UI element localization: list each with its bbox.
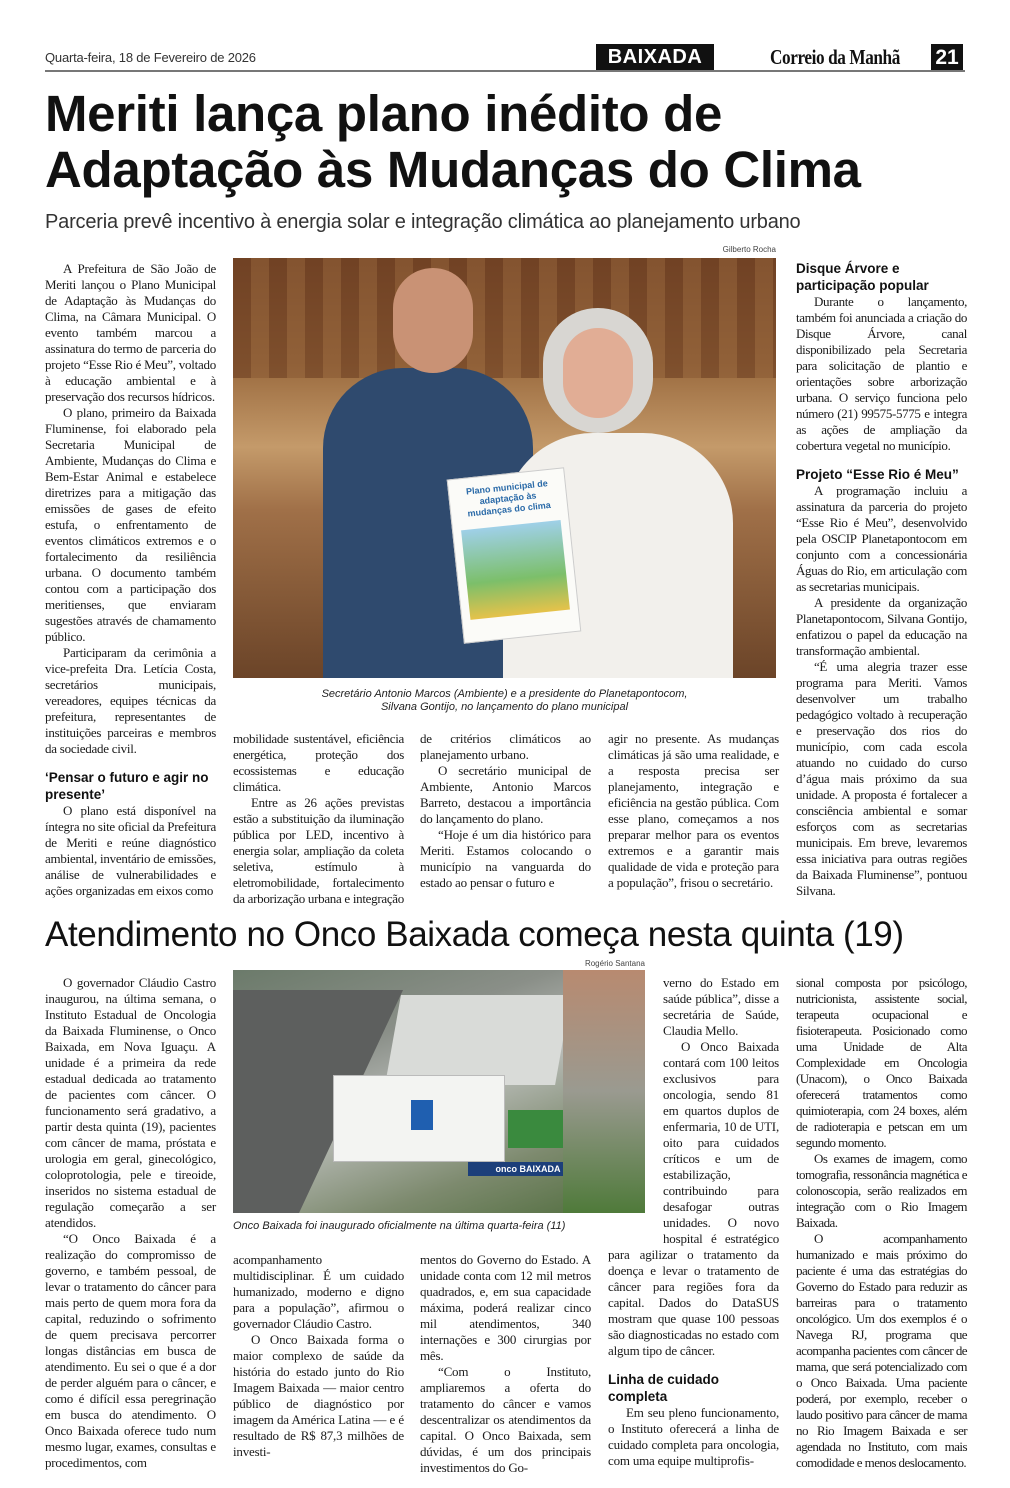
- headline-line: Adaptação às Mudanças do Clima: [45, 141, 861, 198]
- article-column-2: [233, 1252, 404, 1460]
- caption-line: Silvana Gontijo, no lançamento do plano municipal: [380, 701, 629, 713]
- article-column-3: [420, 731, 591, 891]
- article-headline: Atendimento no Onco Baixada começa nesta quinta (19): [45, 915, 904, 954]
- body-paragraph: de critérios climáticos ao planejamento urbano.: [420, 731, 591, 762]
- body-paragraph: A presidente da organização Planetapontocom, Silvana Gontijo, enfatizou o papel da educação na transformação ambiental.: [796, 595, 967, 658]
- section-label: BAIXADA: [596, 44, 714, 71]
- photo-caption: [233, 688, 776, 714]
- headline-line: Meriti lança plano inédito de: [45, 85, 723, 142]
- body-paragraph: acompanhamento multidisciplinar. É um cuidado humanizado, moderno e digno para a população”, afirmou o governador Cláudio Castro.: [233, 1252, 404, 1331]
- body-paragraph: mentos do Governo do Estado. A unidade conta com 12 mil metros quadrados, e, em sua capacidade máxima, poderá realizar cinco mil atendimentos, 340 internações e 300 cirurgias por mês.: [420, 1252, 591, 1363]
- article-column-1: [45, 261, 216, 899]
- article-column-2: [233, 731, 404, 907]
- plan-booklet: [447, 467, 582, 643]
- body-paragraph: A programação incluiu a assinatura da parceria do projeto “Esse Rio é Meu”, desenvolvido pela OSCIP Planetapontocom em conjunto com a concessionária Águas do Rio, em articulação com as secretarias municipais.: [796, 483, 967, 594]
- body-paragraph: “Hoje é um dia histórico para Meriti. Estamos colocando o município na vanguarda do estado ao pensar o futuro e: [420, 827, 591, 890]
- body-paragraph: O governador Cláudio Castro inaugurou, na última semana, o Instituto Estadual de Oncologia da Baixada Fluminense, o Onco Baixada, em Nova Iguaçu. A unidade é a primeira da rede estadual dedicada ao tratamento de pacientes com câncer. O funcionamento será gradativo, a partir desta quinta (19), pacientes com câncer de mama, próstata e urologia em geral, ginecológico, coloprotologia, pele e tireoide, inseridos no sistema estadual de regulação começarão a ser atendidos.: [45, 975, 216, 1230]
- article-column-4: [608, 731, 779, 891]
- section-subheading: ‘Pensar o futuro e agir no presente’: [45, 770, 209, 802]
- body-paragraph: Em seu pleno funcionamento, o Instituto oferecerá a linha de cuidado completa para oncologia, com uma equipe multiprofis-: [608, 1405, 779, 1468]
- man-face: [393, 268, 473, 373]
- header-divider: [45, 70, 965, 72]
- section-subheading: Linha de cuidado completa: [608, 1372, 720, 1404]
- article-column-5: [796, 975, 967, 1471]
- photo-credit: Rogério Santana: [584, 959, 645, 968]
- building-roof: [385, 995, 571, 1085]
- issue-date: Quarta-feira, 18 de Fevereiro de 2026: [45, 50, 256, 65]
- article-column-5: [796, 260, 967, 899]
- wood-panel-background: [233, 258, 776, 378]
- hospital-entrance: [411, 1100, 433, 1130]
- photo-caption: Onco Baixada foi inaugurado oficialmente na última quarta-feira (11): [233, 1220, 566, 1232]
- booklet-title: Plano municipal de adaptação às mudanças do clima: [465, 478, 552, 519]
- body-paragraph: O plano, primeiro da Baixada Fluminense, foi elaborado pela Secretaria Municipal de Ambiente, Mudanças do Clima e Bem-Estar Animal e estabelece diretrizes para a mitigação das emissões de gases de efeito estufa, o enfrentamento de eventos climáticos extremos e o fortalecimento da resiliência urbana. O documento também contou com a participação dos meritienses, que enviaram sugestões através de chamamento público.: [45, 405, 216, 644]
- body-paragraph: O plano está disponível na íntegra no site oficial da Prefeitura de Meriti e reúne diagnóstico ambiental, inventário de emissões, análise de vulnerabilidades e ações organizadas em eixos como: [45, 803, 216, 898]
- article-column-1: [45, 975, 216, 1471]
- body-paragraph: Os exames de imagem, como tomografia, ressonância magnética e colonoscopia, serão realizados em integração com o Rio Imagem Baixada.: [796, 1151, 967, 1230]
- body-paragraph: O Onco Baixada contará com 100 leitos exclusivos para oncologia, sendo 81 em quartos duplos de enfermaria, 10 de UTI, oito para cuidados críticos e um de estabilização, contribuindo para desafogar outras unidades. O novo hospital é estratégico para agilizar o tratamento da doença e levar o tratamento de câncer para regiões fora da capital. Dados do DataSUS mostram que quase 100 pessoas são diagnosticadas no estado com algum tipo de câncer.: [608, 1039, 779, 1358]
- section-subheading: Projeto “Esse Rio é Meu”: [796, 467, 959, 482]
- section-subheading: Disque Árvore e participação popular: [796, 261, 929, 293]
- article-column-3: [420, 1252, 591, 1476]
- body-paragraph: Durante o lançamento, também foi anunciada a criação do Disque Árvore, canal disponibilizado pela Secretaria para solicitação de plantio e orientações sobre arborização urbana. O serviço funciona pelo número (21) 99575-5775 e integra as ações de ampliação da cobertura vegetal no município.: [796, 294, 967, 453]
- body-paragraph: verno do Estado em saúde pública”, disse a secretária de Saúde, Claudia Mello.: [663, 975, 779, 1038]
- page-number: 21: [931, 44, 963, 71]
- body-paragraph: Participaram da cerimônia a vice-prefeita Dra. Letícia Costa, secretários municipais, vereadores, equipes técnicas da prefeitura, representantes de instituições parceiras e membros da sociedade civil.: [45, 645, 216, 756]
- body-paragraph: “É uma alegria trazer esse programa para Meriti. Vamos desenvolver um trabalho pedagógico voltado à recuperação e preservação dos rios do município, com cada escola atuando no cuidado do curso d’água mais próximo da sua unidade. A proposta é fortalecer a consciência ambiental e somar esforços com as secretarias municipais. Em breve, levaremos essa iniciativa para outras regiões da Baixada Fluminense”, pontuou Silvana.: [796, 659, 967, 898]
- body-paragraph: O secretário municipal de Ambiente, Antonio Marcos Barreto, destacou a importância do lançamento do plano.: [420, 763, 591, 826]
- aerial-photo: [233, 970, 645, 1213]
- body-paragraph: sional composta por psicólogo, nutricionista, assistente social, terapeuta ocupacional e fisioterapeuta. Posicionado como uma Unidade de Alta Complexidade em Oncologia (Unacom), o Onco Baixada oferecerá tratamentos como quimioterapia, com 24 boxes, além de radioterapia e petscan em um segundo momento.: [796, 975, 967, 1150]
- body-paragraph: mobilidade sustentável, eficiência energética, proteção dos ecossistemas e educação climática.: [233, 731, 404, 794]
- booklet-illustration: [461, 520, 570, 620]
- body-paragraph: Entre as 26 ações previstas estão a substituição da iluminação pública por LED, incentivo à energia solar, ampliação da coleta seletiva, estímulo à eletromobilidade, fortalecimento da arborização urbana e integração: [233, 795, 404, 906]
- body-paragraph: “Com o Instituto, ampliaremos a oferta do tratamento do câncer e vamos descentralizar os atendimentos da capital. O Onco Baixada, sem dúvidas, é um dos principais investimentos do Go-: [420, 1364, 591, 1475]
- woman-face: [563, 328, 633, 418]
- body-paragraph: O acompanhamento humanizado e mais próximo do paciente é uma das estratégias do Governo do Estado para reduzir as barreiras para o tratamento oncológico. Um dos exemplos é o Navega RJ, programa que acompanha pacientes com câncer de mama, que será potencializado com o Onco Baixada. Uma paciente poderá, por exemplo, receber o laudo positivo para câncer de mama no Rio Imagem Baixada e ser agendada no Instituto, com mais comodidade e menos deslocamento.: [796, 1231, 967, 1470]
- article-photo: [233, 258, 776, 678]
- photo-credit: Gilberto Rocha: [722, 245, 776, 254]
- body-paragraph: “O Onco Baixada é a realização do compromisso de governo, e também pessoal, de levar o tratamento do câncer para mais perto de quem mora fora da capital, reduzindo o sofrimento de quem precisava percorrer longas distâncias em busca de atendimento. Eu sei o que é a dor de perder alguém para o câncer, e como é difícil essa peregrinação em busca do atendimento. O Onco Baixada oferece tudo num mesmo lugar, exames, consultas e procedimentos, com: [45, 1231, 216, 1470]
- newspaper-logo: Correio da Manhã: [770, 45, 900, 69]
- photo-wrap-spacer: [608, 975, 663, 1237]
- article-column-4: [608, 975, 779, 1469]
- body-paragraph: A Prefeitura de São João de Meriti lançou o Plano Municipal de Adaptação às Mudanças do Clima, na Câmara Municipal. O evento também marcou a assinatura do termo de parceria do projeto “Esse Rio é Meu”, voltado à educação ambiental e à preservação dos recursos hídricos.: [45, 261, 216, 404]
- body-paragraph: agir no presente. As mudanças climáticas já são uma realidade, e a resposta precisa ser planejamento, integração e eficiência na gestão pública. Com esse plano, começamos a nos preparar melhor para os eventos extremos e a garantir mais qualidade de vida e proteção para a população”, frisou o secretário.: [608, 731, 779, 890]
- article-headline: [45, 86, 861, 198]
- onco-baixada-sign: onco BAIXADA: [468, 1162, 588, 1176]
- caption-line: Secretário Antonio Marcos (Ambiente) e a presidente do Planetapontocom,: [321, 688, 688, 700]
- article-subtitle: Parceria prevê incentivo à energia solar e integração climática ao planejamento urbano: [45, 211, 801, 233]
- body-paragraph: O Onco Baixada forma o maior complexo de saúde da história do estado junto do Rio Imagem Baixada — maior centro público de diagnóstico por imagem da América Latina — e é resultado de R$ 87,3 milhões de investi-: [233, 1332, 404, 1459]
